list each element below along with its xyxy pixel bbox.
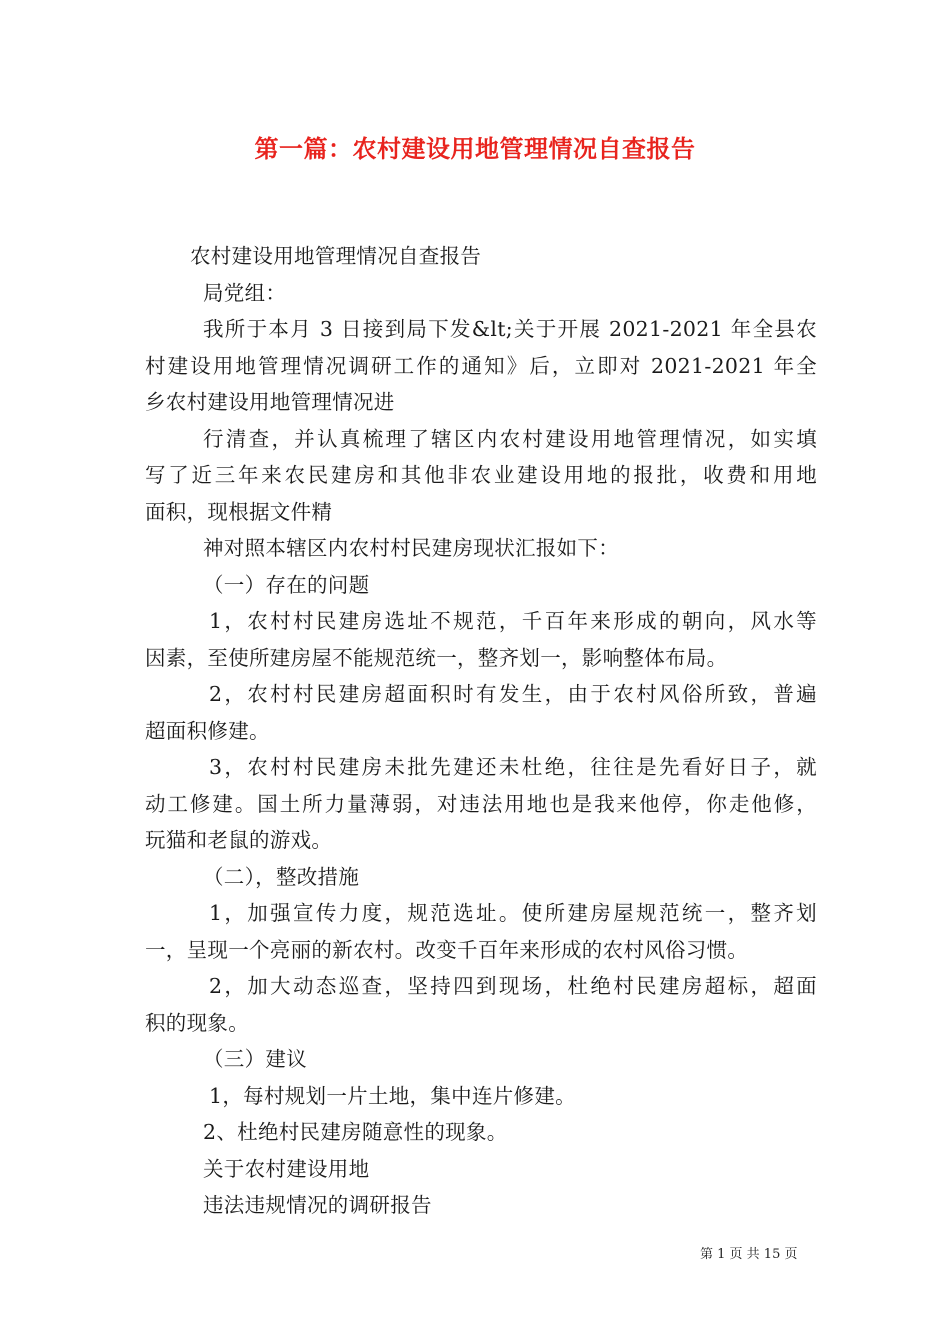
body-line: 2，加大动态巡查，坚持四到现场，杜绝村民建房超标，超面 bbox=[209, 974, 817, 998]
document-body bbox=[145, 238, 817, 1224]
body-line: 我所于本月 3 日接到局下发&lt;关于开展 2021-2021 年全县农 bbox=[203, 317, 817, 341]
body-line: 3，农村村民建房未批先建还未杜绝，往往是先看好日子，就 bbox=[209, 755, 817, 779]
body-line: 写了近三年来农民建房和其他非农业建设用地的报批，收费和用地 bbox=[145, 463, 817, 487]
page-number: 第 1 页 共 15 页 bbox=[700, 1247, 798, 1262]
page-title: 第一篇：农村建设用地管理情况自查报告 bbox=[254, 135, 696, 163]
body-line: 因素，至使所建房屋不能规范统一，整齐划一，影响整体布局。 bbox=[145, 645, 728, 670]
body-line: 积的现象。 bbox=[145, 1010, 249, 1035]
body-line: 1，农村村民建房选址不规范，千百年来形成的朝向，风水等 bbox=[209, 609, 817, 633]
body-line: 2、杜绝村民建房随意性的现象。 bbox=[203, 1120, 508, 1144]
body-line: 超面积修建。 bbox=[145, 718, 270, 743]
body-line: 2，农村村民建房超面积时有发生，由于农村风俗所致，普遍 bbox=[209, 682, 817, 706]
body-line: 1，加强宣传力度，规范选址。使所建房屋规范统一，整齐划 bbox=[209, 901, 817, 925]
body-line: 动工修建。国土所力量薄弱，对违法用地也是我来他停，你走他修， bbox=[145, 791, 817, 816]
section-heading: （二），整改措施 bbox=[203, 864, 360, 889]
section-heading: （一）存在的问题 bbox=[203, 572, 370, 597]
body-line: 1，每村规划一片土地，集中连片修建。 bbox=[209, 1083, 576, 1108]
body-line: 关于农村建设用地 bbox=[203, 1156, 370, 1181]
body-line: 乡农村建设用地管理情况进 bbox=[145, 390, 395, 414]
body-line: 违法违规情况的调研报告 bbox=[203, 1193, 432, 1217]
body-line: 神对照本辖区内农村村民建房现状汇报如下： bbox=[203, 536, 619, 560]
body-line: 玩猫和老鼠的游戏。 bbox=[145, 828, 333, 852]
section-heading: （三）建议 bbox=[203, 1047, 307, 1071]
body-line: 农村建设用地管理情况自查报告 bbox=[190, 244, 482, 268]
body-line: 一，呈现一个亮丽的新农村。改变千百年来形成的农村风俗习惯。 bbox=[145, 937, 749, 962]
body-line: 局党组： bbox=[203, 280, 287, 305]
body-line: 行清查，并认真梳理了辖区内农村建设用地管理情况，如实填 bbox=[203, 426, 817, 451]
body-line: 面积，现根据文件精 bbox=[145, 499, 333, 524]
body-line: 村建设用地管理情况调研工作的通知》后，立即对 2021-2021 年全 bbox=[145, 353, 817, 378]
